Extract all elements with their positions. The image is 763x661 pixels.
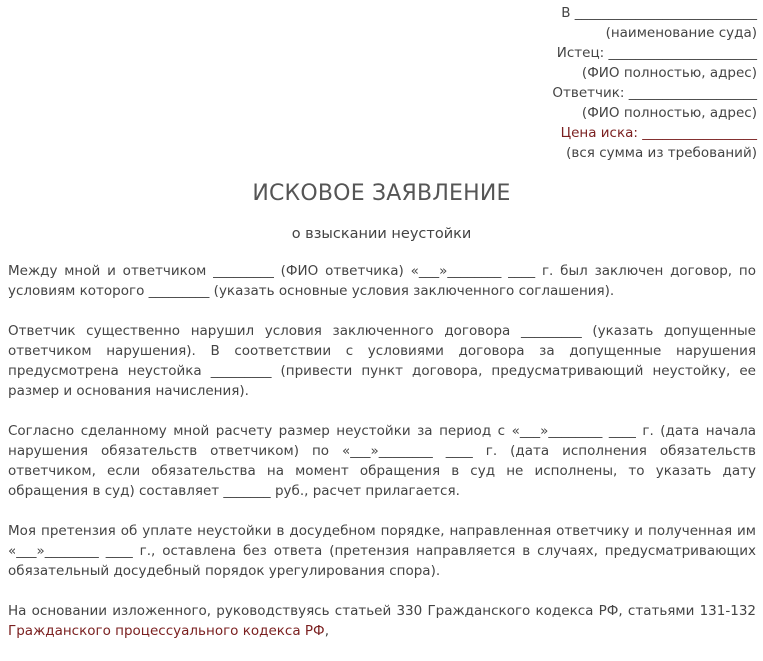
defendant-line: Ответчик: ___________________: [552, 85, 757, 101]
defendant-hint: (ФИО полностью, адрес): [581, 105, 757, 121]
civil-procedure-code-link[interactable]: Гражданского процессуального кодекса РФ: [8, 623, 325, 639]
paragraph-contract: Между мной и ответчиком _________ (ФИО ответчика) «___»________ ____ г. был заключен договор, по условиям которого _________ (указать основные условия заключенного соглашения).: [8, 263, 756, 299]
document-subtitle: о взыскании неустойки: [291, 226, 472, 242]
court-line: В ___________________________: [561, 5, 757, 21]
paragraph-grounds: [8, 601, 756, 641]
plaintiff-line: Истец: ______________________: [556, 45, 757, 61]
plaintiff-hint: (ФИО полностью, адрес): [581, 65, 757, 81]
document-header: [457, 3, 757, 163]
paragraph-claim: Моя претензия об уплате неустойки в досудебном порядке, направленная ответчику и полученная им «___»________ ____ г., оставлена без ответа (претензия направляется в случаях, предусматривающих обязательный досудебный порядок урегулирования спора).: [8, 523, 756, 579]
paragraph-violation: Ответчик существенно нарушил условия заключенного договора _________ (указать допущенные ответчиком нарушения). В соответствии с условиями договора за допущенные нарушения предусмотрена неустойка _________ (привести пункт договора, предусматривающий неустойку, ее размер и основания начисления).: [8, 323, 756, 399]
document-body: [8, 261, 756, 661]
grounds-text: На основании изложенного, руководствуясь статьей 330 Гражданского кодекса РФ, статьями 131-132: [8, 603, 756, 619]
court-hint: (наименование суда): [605, 25, 757, 41]
grounds-end: ,: [324, 623, 329, 639]
paragraph-calculation: Согласно сделанному мной расчету размер неустойки за период с «___»________ ____ г. (дата начала нарушения обязательств ответчиком) по «___»________ ____ г. (дата исполнения обязательств ответчиком, если обязательства на момент обращения в суд не исполнены, то указать дату обращения в суд) составляет _______ руб., расчет прилагается.: [8, 423, 756, 499]
claim-price-line[interactable]: Цена иска: _________________: [560, 125, 757, 141]
claim-price-hint: (вся сумма из требований): [566, 145, 757, 161]
document-title: ИСКОВОЕ ЗАЯВЛЕНИЕ: [252, 181, 511, 206]
